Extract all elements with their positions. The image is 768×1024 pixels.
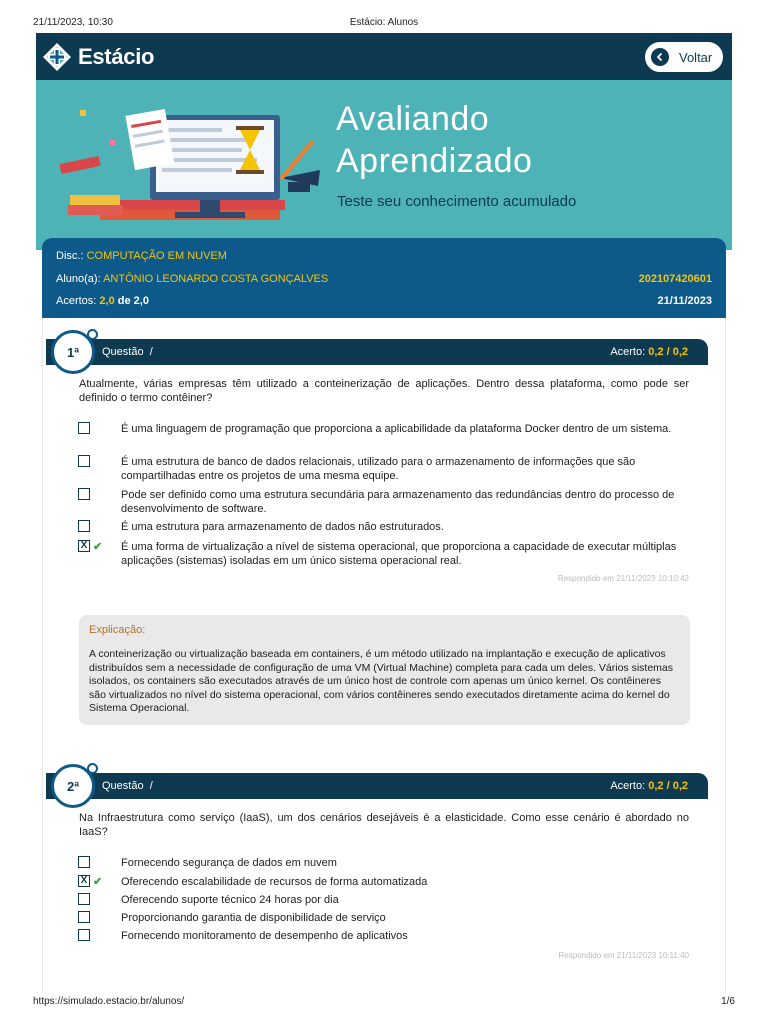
discipline-value: COMPUTAÇÃO EM NUVEM [86, 250, 227, 262]
answer-checkbox[interactable] [78, 520, 90, 532]
answer-checkbox[interactable] [78, 455, 90, 467]
answer-checkbox-checked[interactable]: X [78, 540, 90, 552]
exam-date: 21/11/2023 [657, 295, 712, 307]
hero-title [336, 98, 532, 182]
question-number-badge: 1ª [51, 330, 95, 374]
question-score: Acerto: 0,2 / 0,2 [610, 346, 688, 358]
answer-checkbox[interactable] [78, 893, 90, 905]
answer-text: Fornecendo monitoramento de desempenho de aplicativos [121, 930, 408, 942]
study-illustration [50, 100, 320, 240]
score-row [56, 295, 712, 311]
logo-text: Estácio [78, 44, 155, 69]
answer-checkbox[interactable] [78, 911, 90, 923]
answer-checkbox[interactable] [78, 856, 90, 868]
score-total: de 2,0 [117, 295, 149, 307]
estacio-logo[interactable] [42, 42, 154, 72]
hero-subtitle: Teste seu conhecimento acumulado [337, 193, 577, 210]
answer-text: É uma forma de virtualização a nível de sistema operacional, que proporciona a capacidade de executar múltiplas aplicações (sistemas) isoladas em um único sistema operacional real. [121, 541, 677, 567]
question-label: Questão / [102, 346, 153, 358]
hero-title-line1: Avaliando [336, 100, 490, 138]
answer-text: Pode ser definido como uma estrutura secundária para armazenamento das redundâncias dentro do processo de desenvolvimento de software. [121, 489, 675, 515]
back-button[interactable] [645, 42, 723, 72]
answer-text: Oferecendo suporte técnico 24 horas por dia [121, 894, 339, 906]
answered-timestamp: Respondido em 21/11/2023 10:10:42 [557, 574, 689, 583]
answered-timestamp: Respondido em 21/11/2023 10:11:40 [558, 951, 689, 960]
answer-text: Fornecendo segurança de dados em nuvem [121, 857, 337, 869]
answer-checkbox[interactable] [78, 488, 90, 500]
score-label: Acertos: [56, 295, 97, 307]
question-header [46, 339, 708, 365]
question-score: Acerto: 0,2 / 0,2 [610, 780, 688, 792]
answer-checkbox[interactable] [78, 422, 90, 434]
question-label: Questão / [102, 780, 153, 792]
exam-info-panel [42, 238, 726, 318]
chevron-left-icon [651, 48, 669, 66]
student-row [56, 273, 712, 289]
question-text: Na Infraestrutura como serviço (IaaS), um dos cenários desejáveis é a elasticidade. Como esse cenário é abordado no IaaS? [79, 812, 689, 838]
explanation-box [79, 615, 690, 725]
explanation-title: Explicação: [89, 624, 146, 636]
print-header [0, 0, 768, 28]
answer-text: É uma estrutura para armazenamento de dados não estruturados. [121, 521, 444, 533]
answer-text: É uma linguagem de programação que proporciona a aplicabilidade da plataforma Docker dentro de um sistema. [121, 423, 672, 435]
question-header [46, 773, 708, 799]
print-title: Estácio: Alunos [349, 17, 419, 28]
print-page-number: 1/6 [721, 996, 735, 1007]
hero-banner [36, 80, 732, 250]
discipline-row [56, 250, 712, 266]
answer-text: É uma estrutura de banco de dados relacionais, utilizado para o armazenamento de informações que são compartilhadas entre os projetos de uma mesma equipe. [121, 456, 636, 482]
question-text: Atualmente, várias empresas têm utilizado a conteinerização de aplicações. Dentro dessa plataforma, como pode ser definido o termo contêiner? [79, 378, 689, 404]
correct-check-icon: ✔ [93, 876, 103, 888]
back-button-label: Voltar [679, 49, 713, 65]
answer-text: Oferecendo escalabilidade de recursos de forma automatizada [121, 876, 428, 888]
estacio-logo-icon [42, 42, 72, 72]
score-value: 2,0 [99, 295, 115, 307]
student-name: ANTÔNIO LEONARDO COSTA GONÇALVES [103, 273, 329, 285]
student-label: Aluno(a): [56, 273, 101, 285]
answer-text: Proporcionando garantia de disponibilidade de serviço [121, 912, 386, 924]
hero-title-line2: Aprendizado [336, 142, 533, 180]
discipline-label: Disc.: [56, 250, 84, 262]
explanation-text: A conteinerização ou virtualização baseada em containers, é um método utilizado na implantação e execução de aplicativos distribuídos sem a necessidade de configuração de uma VM (Virtual Machine) completa para cada um deles. Vários sistemas isolados, os containers são executados através de um único host de controle com apenas um único kernel. Os contêineres são virtualizados no nível do sistema operacional, com vários contêineres sendo executados diretamente acima do kernel do Sistema Operacional. [89, 648, 674, 714]
registration-number: 202107420601 [638, 273, 712, 285]
answer-checkbox-checked[interactable]: X [78, 875, 90, 887]
print-url[interactable]: https://simulado.estacio.br/alunos/ [33, 996, 185, 1007]
correct-check-icon: ✔ [93, 541, 103, 553]
answer-checkbox[interactable] [78, 929, 90, 941]
print-datetime: 21/11/2023, 10:30 [33, 17, 113, 28]
top-bar [36, 33, 732, 80]
question-number-badge: 2ª [51, 764, 95, 808]
